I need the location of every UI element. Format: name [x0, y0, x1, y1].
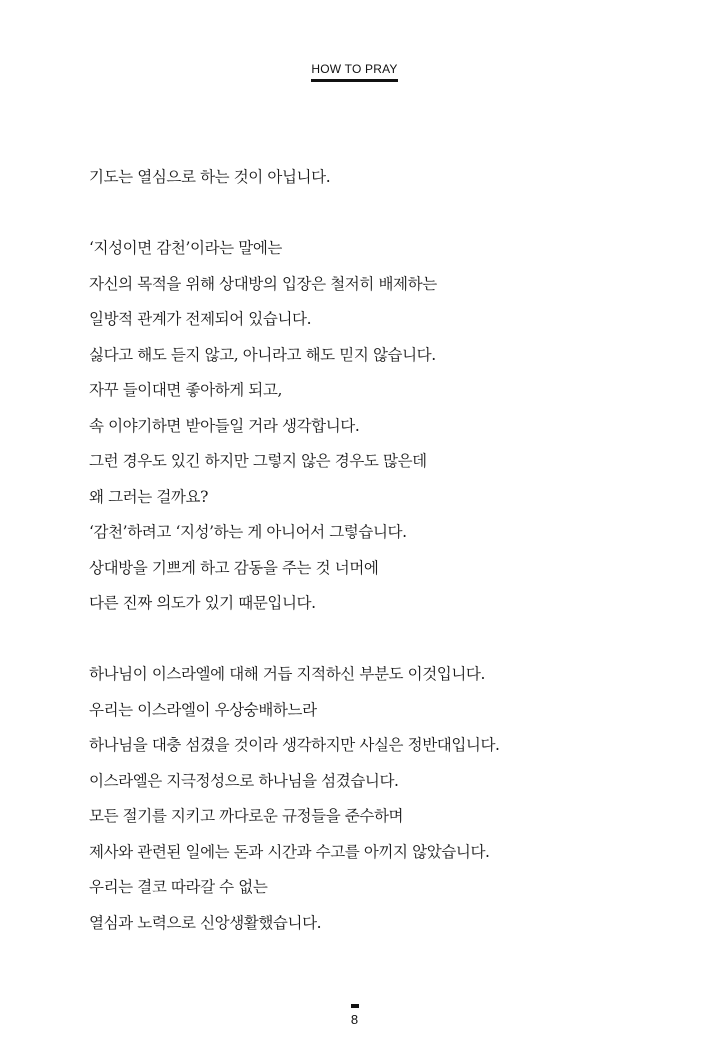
- paragraph-1: [89, 160, 629, 196]
- page-marker-bar: [351, 1004, 359, 1008]
- paragraph-gap: [89, 622, 629, 658]
- text-line: 우리는 결코 따라갈 수 없는: [89, 878, 268, 896]
- text-line: 기도는 열심으로 하는 것이 아닙니다.: [89, 168, 331, 186]
- text-line: ‘지성이면 감천’이라는 말에는: [89, 239, 282, 257]
- text-line: 싫다고 해도 듣지 않고, 아니라고 해도 믿지 않습니다.: [89, 345, 436, 364]
- text-line: 자꾸 들이대면 좋아하게 되고,: [89, 381, 282, 399]
- text-line: 속 이야기하면 받아들일 거라 생각합니다.: [89, 416, 360, 435]
- text-line: 하나님이 이스라엘에 대해 거듭 지적하신 부분도 이것입니다.: [89, 665, 486, 683]
- running-header: [0, 58, 709, 82]
- text-line: 제사와 관련된 일에는 돈과 시간과 수고를 아끼지 않았습니다.: [89, 842, 490, 861]
- text-line: 열심과 노력으로 신앙생활했습니다.: [89, 913, 322, 932]
- paragraph-gap: [89, 196, 629, 232]
- book-title: HOW TO PRAY: [311, 62, 397, 82]
- text-line: 이스라엘은 지극정성으로 하나님을 섬겼습니다.: [89, 771, 399, 790]
- text-line: 그런 경우도 있긴 하지만 그렇지 않은 경우도 많은데: [89, 452, 427, 470]
- text-line: 우리는 이스라엘이 우상숭배하느라: [89, 700, 317, 719]
- text-line: 모든 절기를 지키고 까다로운 규정들을 준수하며: [89, 807, 404, 825]
- text-line: 다른 진짜 의도가 있기 때문입니다.: [89, 594, 316, 612]
- paragraph-3: [89, 657, 629, 941]
- text-line: ‘감천’하려고 ‘지성’하는 게 아니어서 그렇습니다.: [89, 523, 407, 541]
- text-line: 하나님을 대충 섬겼을 것이라 생각하지만 사실은 정반대입니다.: [89, 736, 500, 754]
- text-line: 일방적 관계가 전제되어 있습니다.: [89, 310, 312, 328]
- text-line: 상대방을 기쁘게 하고 감동을 주는 것 너머에: [89, 558, 379, 577]
- body-text: [89, 160, 629, 941]
- page-footer: [0, 1004, 709, 1028]
- text-line: 왜 그러는 걸까요?: [89, 487, 208, 506]
- page-number: 8: [350, 1012, 359, 1027]
- paragraph-2: [89, 231, 629, 622]
- text-line: 자신의 목적을 위해 상대방의 입장은 철저히 배제하는: [89, 274, 437, 293]
